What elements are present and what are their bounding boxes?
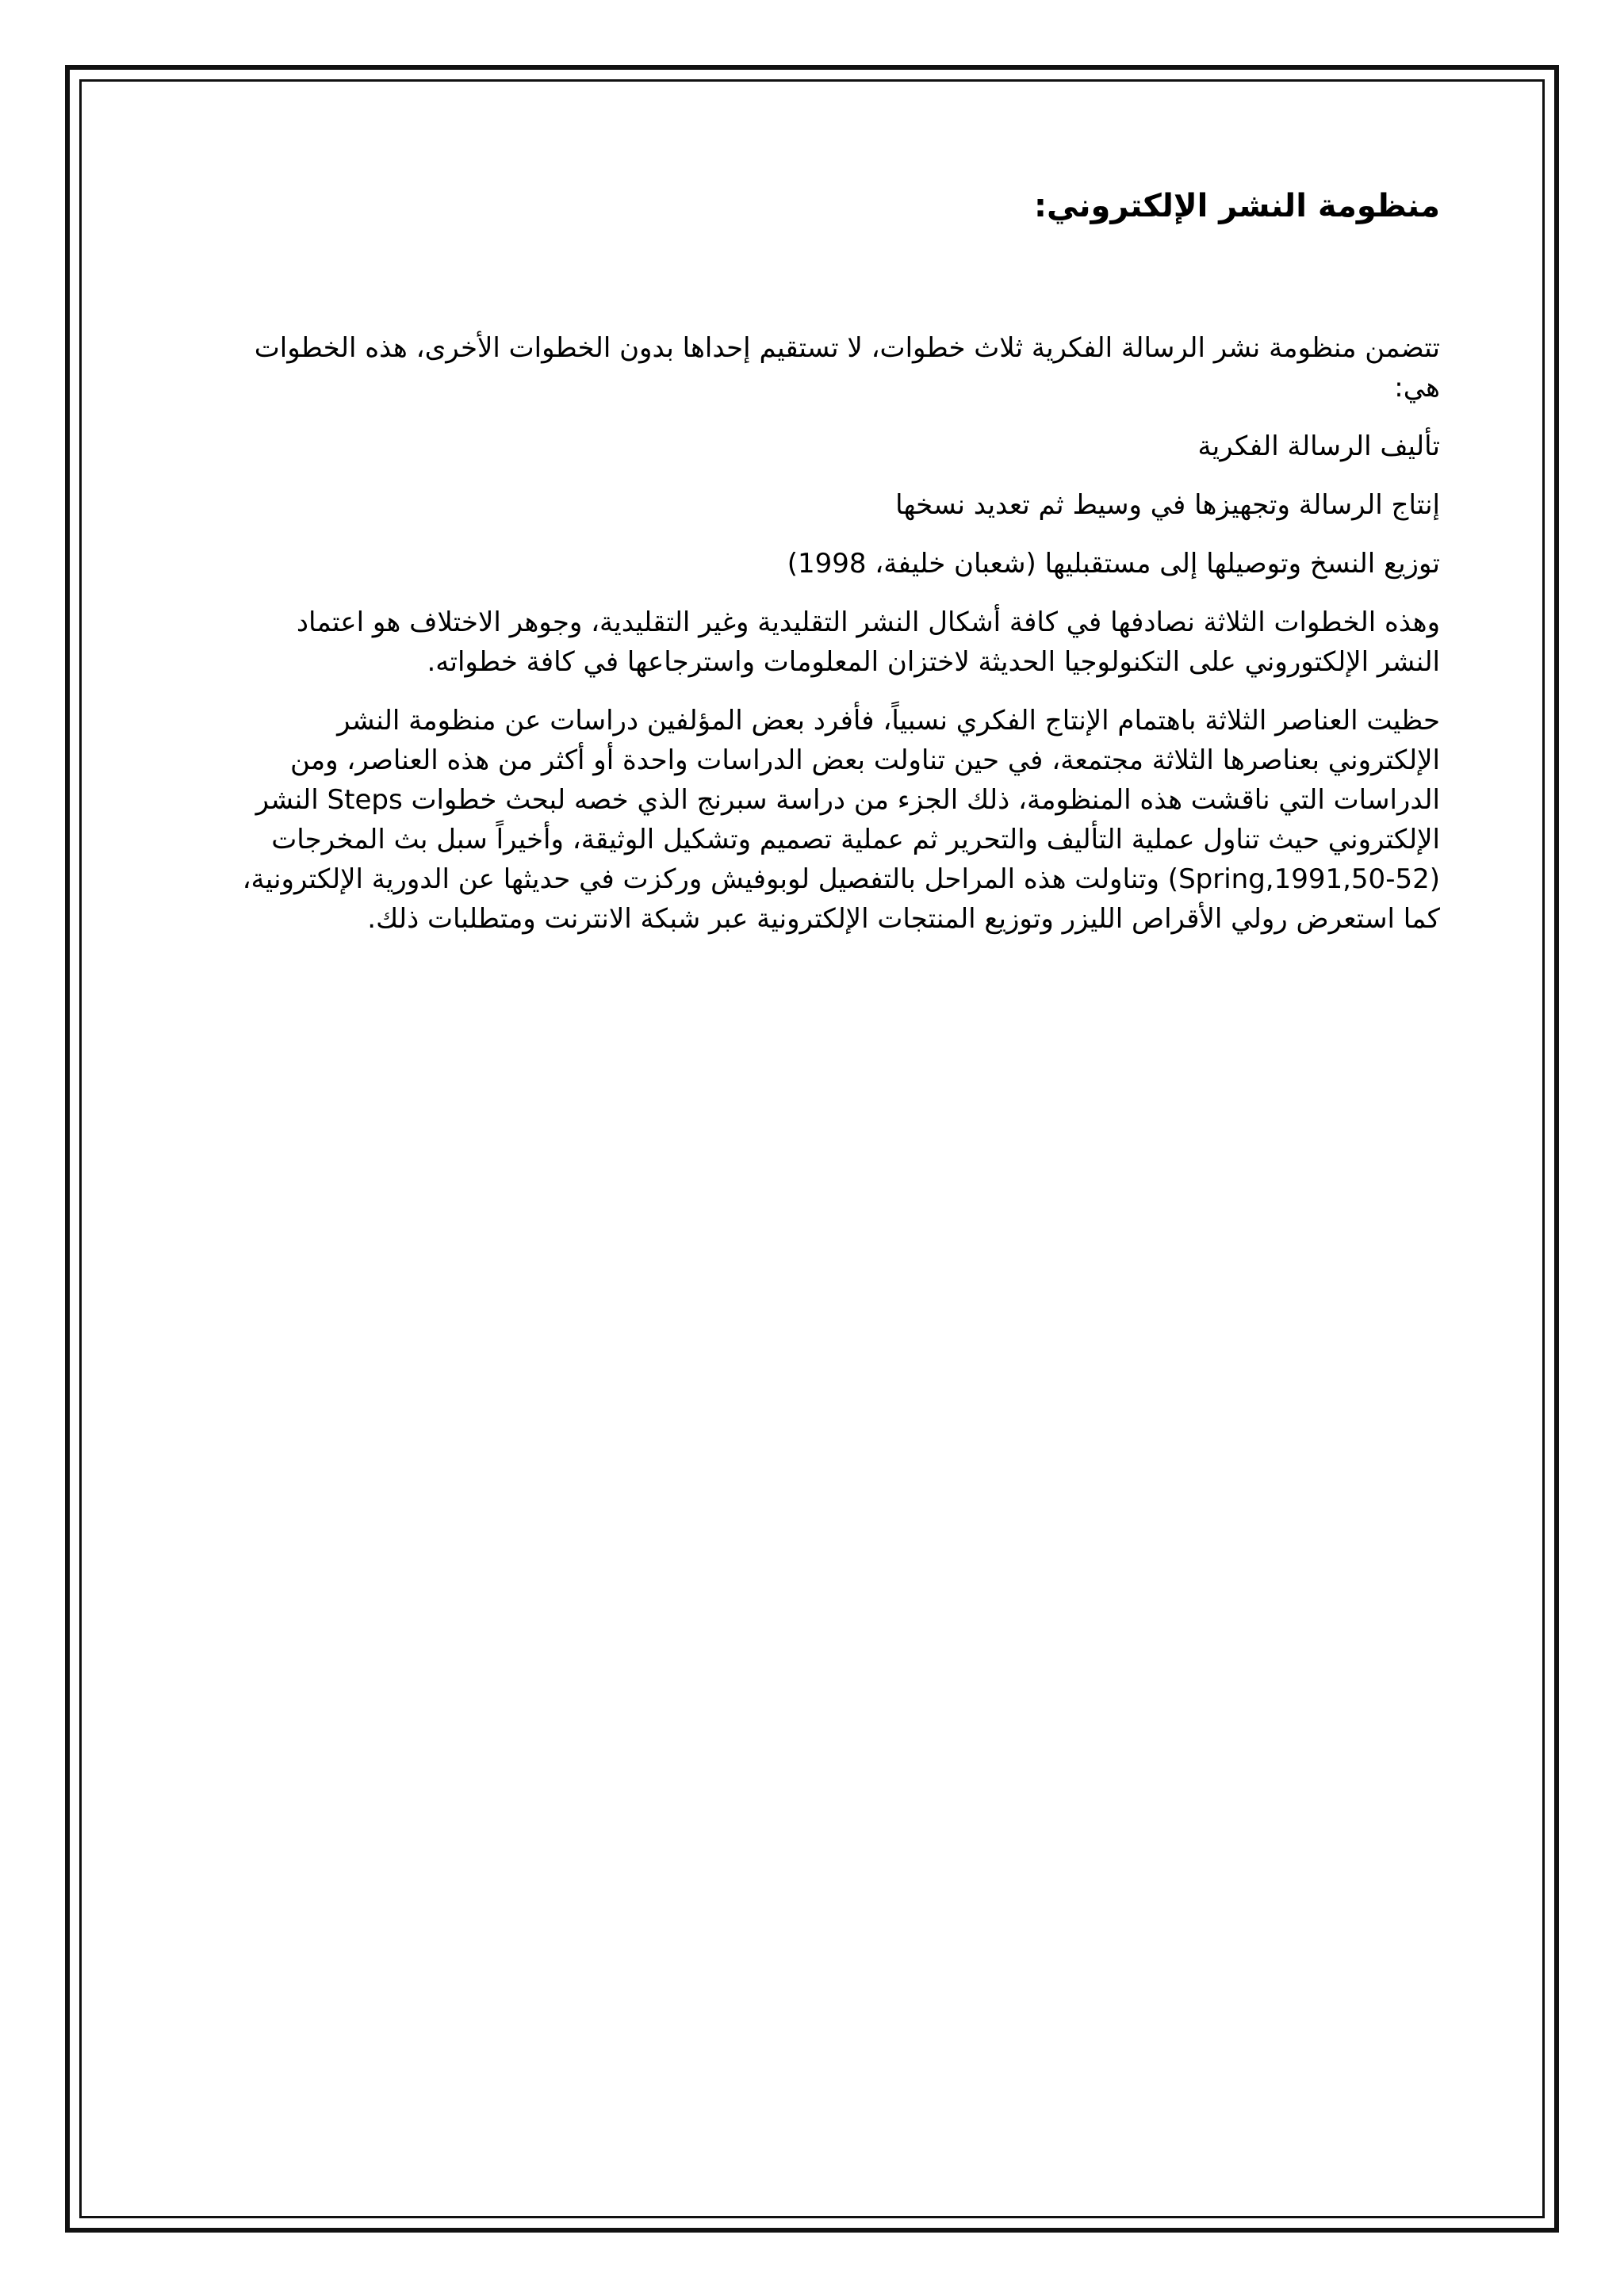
step-item: توزيع النسخ وتوصيلها إلى مستقبليها (شعبان خليفة، 1998) (787, 548, 1440, 580)
step-item: إنتاج الرسالة وتجهيزها في وسيط ثم تعديد نسخها (895, 489, 1440, 521)
step-item: تأليف الرسالة الفكرية (1197, 430, 1440, 462)
body-paragraph-1: وهذه الخطوات الثلاثة نصادفها في كافة أشكال النشر التقليدية وغير التقليدية، وجوهر الاختلاف هو اعتماد النشر الإلكتوروني على التكنولوجيا الحديثة لاختزان المعلومات واسترجاعها في كافة خطواته. (296, 607, 1440, 678)
intro-paragraph: تتضمن منظومة نشر الرسالة الفكرية ثلاث خطوات، لا تستقيم إحداها بدون الخطوات الأخرى، هذه الخطوات هي: (254, 332, 1440, 404)
document-body (238, 182, 1440, 958)
document-title: منظومة النشر الإلكتروني: (1034, 188, 1440, 224)
body-paragraph-2: حظيت العناصر الثلاثة باهتمام الإنتاج الفكري نسبياً، فأفرد بعض المؤلفين دراسات عن منظومة النشر الإلكتروني بعناصرها الثلاثة مجتمعة، في حين تناولت بعض الدراسات واحدة أو أكثر من هذه العناصر، ومن الدراسات التي ناقشت هذه المنظومة، ذلك الجزء من دراسة سبرنج الذي خصه لبحث خطوات Steps النشر الإلكتروني حيث تناول عملية التأليف والتحرير ثم عملية تصميم وتشكيل الوثيقة، وأخيراً سبل بث المخرجات (Spring,1991,50-52) وتناولت هذه المراحل بالتفصيل لوبوفيش وركزت في حديثها عن الدورية الإلكترونية، كما استعرض رولي الأقراص الليزر وتوزيع المنتجات الإلكترونية عبر شبكة الانترنت ومتطلبات ذلك. (242, 705, 1440, 935)
